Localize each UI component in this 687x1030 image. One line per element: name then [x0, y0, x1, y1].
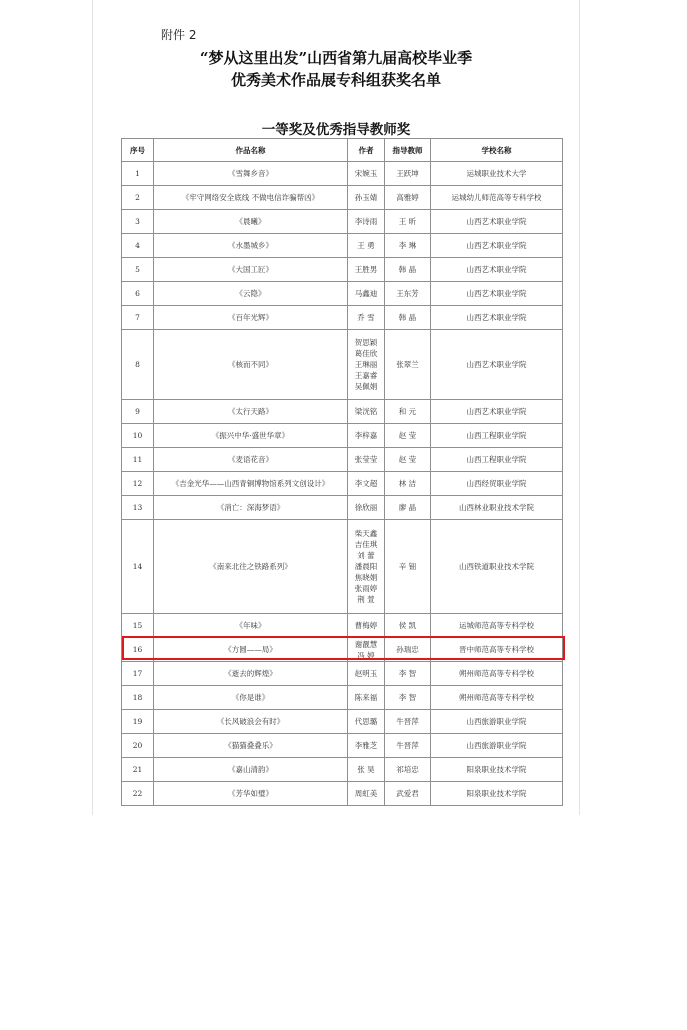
cell-authors	[348, 614, 385, 638]
cell-work: 《吉金光华——山西青铜博物馆系列文创设计》	[154, 472, 348, 496]
cell-teacher: 祁培忠	[385, 758, 431, 782]
cell-work: 《振兴中华·盛世华章》	[154, 424, 348, 448]
cell-school: 山西工程职业学院	[431, 424, 563, 448]
table-row	[122, 400, 563, 424]
table-row	[122, 758, 563, 782]
author-name: 李诗雨	[354, 217, 378, 226]
table-row	[122, 662, 563, 686]
cell-school: 山西工程职业学院	[431, 448, 563, 472]
table-header-row	[122, 139, 563, 162]
table-row	[122, 330, 563, 400]
author-name: 刘 蕾	[357, 551, 375, 560]
author-name: 李文超	[354, 479, 378, 488]
cell-no: 18	[122, 686, 154, 710]
cell-authors	[348, 186, 385, 210]
cell-work: 《牢守网络安全底线 不做电信诈骗帮凶》	[154, 186, 348, 210]
author-name: 葛佳欣	[354, 349, 378, 358]
cell-no: 19	[122, 710, 154, 734]
author-name: 柴天鑫	[354, 529, 378, 538]
cell-school: 山西艺术职业学院	[431, 306, 563, 330]
table-row	[122, 258, 563, 282]
cell-no: 2	[122, 186, 154, 210]
cell-no: 17	[122, 662, 154, 686]
author-name: 梁洸铭	[354, 407, 378, 416]
table-row	[122, 282, 563, 306]
cell-work: 《逝去的辉煌》	[154, 662, 348, 686]
cell-teacher: 赵 莹	[385, 448, 431, 472]
cell-work: 《核而不同》	[154, 330, 348, 400]
cell-authors	[348, 662, 385, 686]
cell-teacher: 李 琳	[385, 234, 431, 258]
cell-authors	[348, 210, 385, 234]
cell-no: 14	[122, 520, 154, 614]
cell-authors	[348, 258, 385, 282]
author-name: 李梓嘉	[354, 431, 378, 440]
document-title-line2: 优秀美术作品展专科组获奖名单	[230, 71, 441, 89]
cell-teacher: 侯 凯	[385, 614, 431, 638]
header-teacher: 指导教师	[385, 139, 431, 162]
cell-no: 13	[122, 496, 154, 520]
cell-school: 山西艺术职业学院	[431, 210, 563, 234]
author-name: 徐欣丽	[354, 503, 378, 512]
author-name: 王嘉睿	[354, 371, 378, 380]
cell-school: 山西旅游职业学院	[431, 734, 563, 758]
cell-work: 《猫猫叠叠乐》	[154, 734, 348, 758]
cell-no: 16	[122, 638, 154, 662]
cell-work: 《嘉山清韵》	[154, 758, 348, 782]
awards-table	[121, 138, 563, 806]
cell-teacher: 王 昕	[385, 210, 431, 234]
cell-school: 阳泉职业技术学院	[431, 758, 563, 782]
cell-authors	[348, 734, 385, 758]
author-name: 王胜男	[354, 265, 378, 274]
cell-authors	[348, 496, 385, 520]
cell-work: 《南来北往之铁路系列》	[154, 520, 348, 614]
cell-no: 9	[122, 400, 154, 424]
cell-teacher: 张翠兰	[385, 330, 431, 400]
cell-no: 7	[122, 306, 154, 330]
cell-teacher: 王跃坤	[385, 162, 431, 186]
cell-work: 《你是谁》	[154, 686, 348, 710]
cell-no: 21	[122, 758, 154, 782]
cell-school: 晋中师范高等专科学校	[431, 638, 563, 662]
table-row	[122, 782, 563, 806]
cell-school: 山西铁道职业技术学院	[431, 520, 563, 614]
cell-teacher: 廖 晶	[385, 496, 431, 520]
document-title-line1: “梦从这里出发”山西省第九届高校毕业季	[199, 49, 473, 67]
cell-authors	[348, 472, 385, 496]
author-name: 吉佳琪	[354, 540, 378, 549]
table-row	[122, 496, 563, 520]
cell-school: 朔州师范高等专科学校	[431, 686, 563, 710]
cell-work: 《麦语花音》	[154, 448, 348, 472]
author-name: 王 勇	[357, 241, 375, 250]
table-row	[122, 520, 563, 614]
cell-authors	[348, 400, 385, 424]
author-name: 陈来福	[354, 693, 378, 702]
table-row	[122, 448, 563, 472]
header-author: 作者	[348, 139, 385, 162]
cell-authors	[348, 234, 385, 258]
cell-teacher: 孙瑞忠	[385, 638, 431, 662]
table-row	[122, 614, 563, 638]
cell-no: 10	[122, 424, 154, 448]
author-name: 李雅芝	[354, 741, 378, 750]
cell-teacher: 李 智	[385, 686, 431, 710]
section-title: 一等奖及优秀指导教师奖	[261, 122, 411, 138]
cell-teacher: 李 智	[385, 662, 431, 686]
cell-authors	[348, 424, 385, 448]
cell-school: 山西艺术职业学院	[431, 330, 563, 400]
cell-school: 山西艺术职业学院	[431, 282, 563, 306]
header-work: 作品名称	[154, 139, 348, 162]
author-name: 马鑫迪	[354, 289, 378, 298]
cell-teacher: 武爱君	[385, 782, 431, 806]
cell-work: 《水墨城乡》	[154, 234, 348, 258]
table-body	[122, 162, 563, 806]
cell-work: 《太行天路》	[154, 400, 348, 424]
author-name: 曹梅婷	[354, 621, 378, 630]
cell-no: 22	[122, 782, 154, 806]
author-name: 孙玉婧	[354, 193, 378, 202]
cell-school: 山西经贸职业学院	[431, 472, 563, 496]
cell-no: 15	[122, 614, 154, 638]
cell-school: 山西艺术职业学院	[431, 400, 563, 424]
author-name: 张莹莹	[354, 455, 378, 464]
cell-authors	[348, 282, 385, 306]
cell-no: 20	[122, 734, 154, 758]
cell-work: 《大国工匠》	[154, 258, 348, 282]
cell-work: 《长风破浪会有时》	[154, 710, 348, 734]
table-row	[122, 686, 563, 710]
cell-teacher: 牛晋萍	[385, 710, 431, 734]
cell-teacher: 高雅婷	[385, 186, 431, 210]
author-name: 吴佩娟	[354, 382, 378, 391]
cell-school: 朔州师范高等专科学校	[431, 662, 563, 686]
author-name: 周虹美	[354, 789, 378, 798]
cell-school: 山西旅游职业学院	[431, 710, 563, 734]
author-name: 冯 婷	[357, 650, 375, 660]
author-name: 谢靓慧	[354, 639, 378, 649]
cell-school: 山西林业职业技术学院	[431, 496, 563, 520]
cell-work: 《方圆——局》	[154, 638, 348, 662]
table-row	[122, 734, 563, 758]
table-row	[122, 162, 563, 186]
cell-teacher: 王东芳	[385, 282, 431, 306]
table-row	[122, 710, 563, 734]
author-name: 张雨婷	[354, 584, 378, 593]
table-row	[122, 472, 563, 496]
cell-school: 运城师范高等专科学校	[431, 614, 563, 638]
cell-authors	[348, 162, 385, 186]
cell-no: 3	[122, 210, 154, 234]
cell-work: 《芳华如璧》	[154, 782, 348, 806]
author-name: 赵明玉	[354, 669, 378, 678]
cell-authors	[348, 686, 385, 710]
table-row	[122, 424, 563, 448]
cell-work: 《晨曦》	[154, 210, 348, 234]
table-row	[122, 234, 563, 258]
author-name: 荆 萱	[357, 595, 375, 604]
cell-no: 11	[122, 448, 154, 472]
cell-work: 《消亡：深海梦语》	[154, 496, 348, 520]
cell-no: 12	[122, 472, 154, 496]
document-page	[93, 0, 579, 815]
cell-teacher: 林 洁	[385, 472, 431, 496]
table-row	[122, 186, 563, 210]
author-name: 贺思颖	[354, 338, 378, 347]
cell-authors	[348, 448, 385, 472]
cell-teacher: 韩 晶	[385, 306, 431, 330]
cell-teacher: 牛晋萍	[385, 734, 431, 758]
table-row	[122, 638, 563, 662]
author-name: 潘晨阳	[354, 562, 378, 571]
cell-teacher: 赵 莹	[385, 424, 431, 448]
author-name: 王琳丽	[354, 360, 378, 369]
cell-no: 1	[122, 162, 154, 186]
author-name: 代思璐	[354, 717, 378, 726]
author-name: 张 昊	[357, 765, 375, 774]
cell-authors	[348, 710, 385, 734]
cell-teacher: 辛 钿	[385, 520, 431, 614]
cell-authors	[348, 782, 385, 806]
attachment-label: 附件 2	[161, 28, 197, 42]
cell-no: 4	[122, 234, 154, 258]
table-row	[122, 306, 563, 330]
author-name: 焦晓娟	[354, 573, 378, 582]
cell-work: 《雪舞乡音》	[154, 162, 348, 186]
cell-no: 5	[122, 258, 154, 282]
cell-work: 《云隐》	[154, 282, 348, 306]
cell-authors	[348, 758, 385, 782]
cell-school: 阳泉职业技术学院	[431, 782, 563, 806]
cell-no: 8	[122, 330, 154, 400]
author-name: 乔 雪	[357, 313, 375, 322]
cell-authors	[348, 520, 385, 614]
cell-work: 《百年光辉》	[154, 306, 348, 330]
cell-work: 《年味》	[154, 614, 348, 638]
table-row	[122, 210, 563, 234]
cell-no: 6	[122, 282, 154, 306]
cell-authors	[348, 330, 385, 400]
cell-school: 运城职业技术大学	[431, 162, 563, 186]
header-no: 序号	[122, 139, 154, 162]
cell-school: 运城幼儿师范高等专科学校	[431, 186, 563, 210]
header-school: 学校名称	[431, 139, 563, 162]
author-name: 宋婉玉	[354, 169, 378, 178]
cell-authors	[348, 306, 385, 330]
cell-teacher: 和 元	[385, 400, 431, 424]
cell-teacher: 韩 晶	[385, 258, 431, 282]
cell-authors	[348, 638, 385, 662]
cell-school: 山西艺术职业学院	[431, 258, 563, 282]
cell-school: 山西艺术职业学院	[431, 234, 563, 258]
